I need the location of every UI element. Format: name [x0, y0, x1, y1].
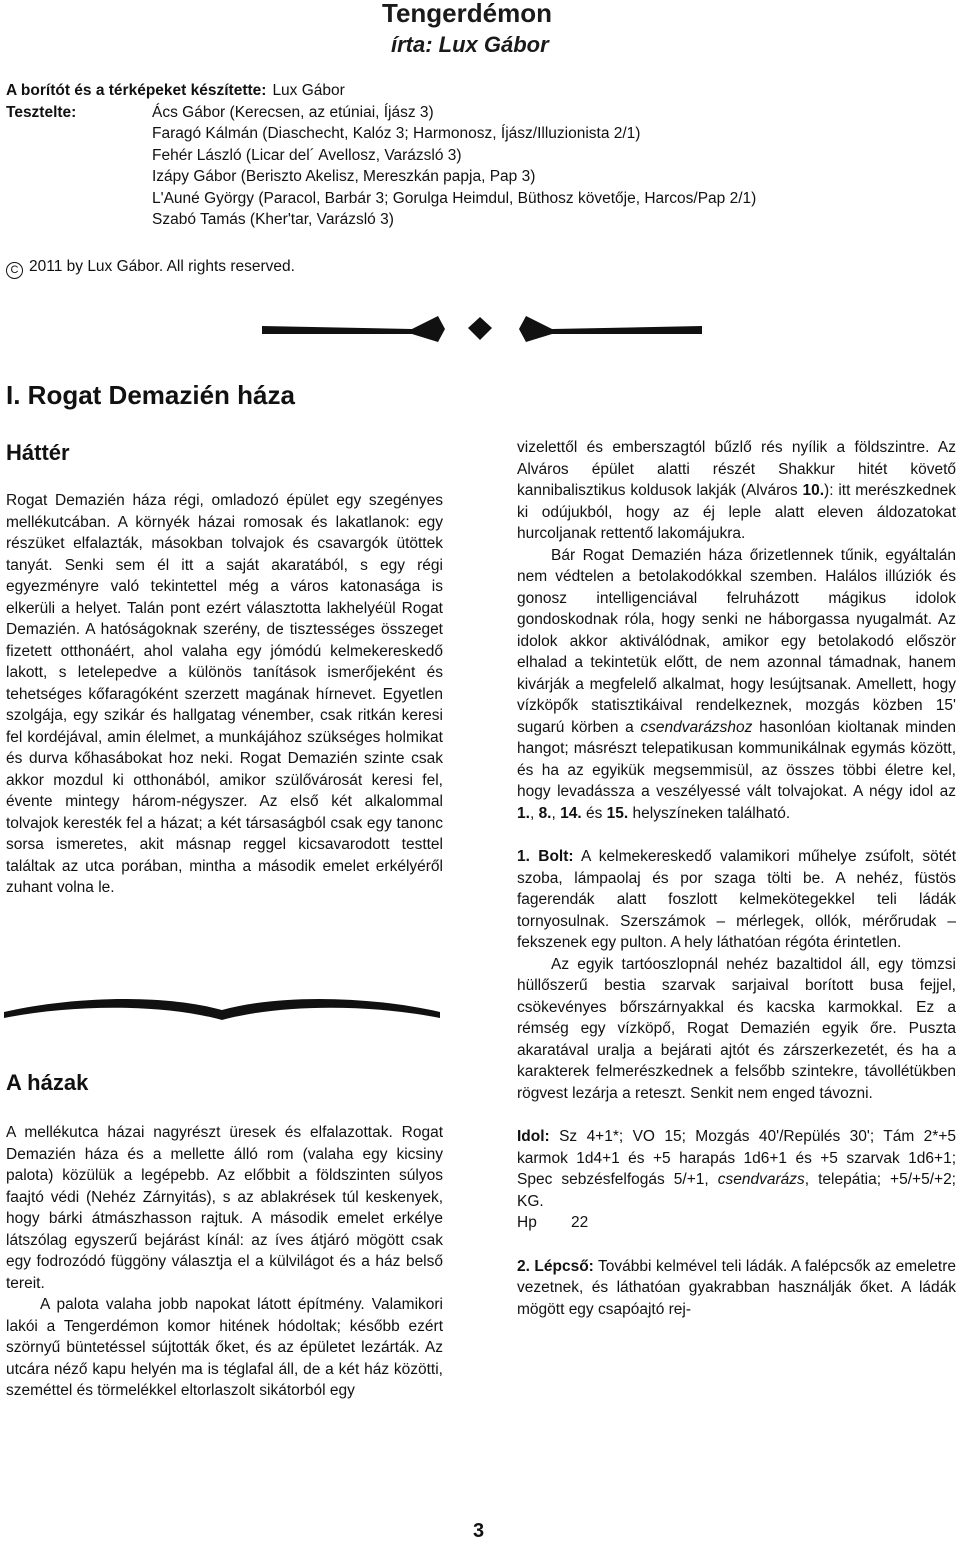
left-column-houses — [6, 1122, 443, 1402]
copyright-line — [6, 258, 295, 279]
cover-credit — [6, 80, 946, 102]
ornament-divider-left — [4, 988, 440, 1032]
houses-paragraph: A mellékutca házai nagyrészt üresek és elfalazottak. Rogat Demazién háza és a mellette álló rom (valaha egy kicsiny palota) közülük a legépebb. Az előbbit a földszinten súlyos faajtó védi (Nehéz Zárnyitás), s az ablakrések túl keskenyek, hogy bárki átmászhasson rajtuk. A második emelet erkélye látszólag egyszerű bejárást kínál: az íves átjáró mögött csak egy fodrozódó függöny választja el a külvilágot és a ház belső tereit. — [6, 1124, 443, 1292]
hp-label: Hp — [517, 1214, 537, 1231]
palace-paragraph: A palota valaha jobb napokat látott építmény. Valamikori lakói a Tengerdémon komor hitének hódoltak; később ezért szörnyű büntetéssel sújtották őket, és az épületet lezárták. Az utcára néző kapu helyén ma is téglafal áll, de a két ház közötti, szeméttel és törmelékkel eltorlaszolt sikátorból egy — [6, 1296, 443, 1399]
tester-row — [6, 145, 946, 167]
room-2-paragraph: 2. Lépcső: További kelmével teli ládák. A falépcsők az emeletre vezetnek, és láthatóan gyakrabban használják őket. A ládák mögött egy csapóajtó rej- — [517, 1257, 956, 1318]
location-ref: 10. — [802, 482, 825, 499]
page-number: 3 — [473, 1520, 485, 1542]
right-column — [517, 437, 956, 1320]
page-title: Tengerdémon — [382, 0, 552, 28]
ornament-divider-top — [262, 312, 702, 346]
alvaros-paragraph: vizelettől és emberszagtól bűzlő rés nyílik a földszintre. Az Alváros épület alatti részét Shakkur hitét követő kannibalisztikus koldusok lakják (Alváros 10.): itt merészkednek ki odújukból, hogy az éj leple alatt eleven áldozatokat hurcoljanak rettentő lakomájukra. — [517, 439, 957, 542]
cover-credit-label: A borítót és a térképeket készítette: — [6, 82, 267, 99]
tester-row — [6, 102, 946, 124]
room-1-idol-paragraph: Az egyik tartóoszlopnál nehéz bazaltidol áll, egy tömzsi hüllőszerű bestia szarvak sarjaival borított busa fejjel, csökevényes bőrszárnyakkal és kacska karmokkal. Ez a rémség egy vízköpő, Rogat Demazién egyik őre. Puszta akaratával uralja a bejárati ajtót és zárszerkezetét, és ha a karakterek felmerészkednek a felsőbb szintekre, távollétükben rögvest lezárja a reteszt. Senkit nem enged távozni. — [517, 955, 956, 1102]
tester-row — [6, 123, 946, 145]
credits-block — [6, 80, 946, 231]
tester-item: Izápy Gábor (Beriszto Akelisz, Mereszkán papja, Pap 3) — [152, 168, 536, 185]
background-paragraph: Rogat Demazién háza régi, omladozó épület egy szegényes mellékutcában. A környék házai romosak és lakatlanok: egy részüket elfalazták, másokban tolvajok és csavargók ütöttek tanyát. Senki sem él itt a saját akaratából, s egy régi egyezményre való tekintettel még a város katonasága is elkerüli a helyet. Talán pont ezért választotta lakhelyéül Rogat Demazién. A hatóságoknak szerény, de tisztességes összeget fizetett otthonáért, ahol valaha egy jómódú kelmekereskedő lakott, s letelepedve a különös tanítások ismerőjeként és tehetséges kőfaragóként szerzett magának hírnevet. Egyetlen szolgája, egy szikár és hallgatag vénember, csak ritkán keresi fel kordéjával, amin élelmet, a munkájához szükséges holmikat és durva kőhasábokat hoz neki. Rogat Demazién szinte csak akkor mozdul ki otthonából, amikor szülővárosát keresi fel, évente mintegy három-négyszer. Az első két alkalommal tolvajok keresték fel a házat; a két társaságból csak egy tanonc sorsa ismeretes, akit másnap reggel kicsavarodott testtel találtak az utca porában, mintha a második emelet erkélyéről zuhant volna le. — [6, 492, 443, 896]
copyright-text: 2011 by Lux Gábor. All rights reserved. — [29, 258, 295, 275]
left-column — [6, 490, 443, 899]
room-1-label: 1. Bolt: — [517, 848, 574, 865]
hp-line — [517, 1212, 956, 1234]
author-line: írta: Lux Gábor — [391, 32, 549, 57]
tester-item: Faragó Kálmán (Diaschecht, Kalóz 3; Harmonosz, Íjász/Illuzionista 2/1) — [152, 125, 641, 142]
copyright-icon: C — [6, 262, 23, 279]
tester-row — [6, 166, 946, 188]
room-1-paragraph: 1. Bolt: A kelmekereskedő valamikori műhelye zsúfolt, sötét szoba, lámpaolaj és por szaga tölti be. A nehéz, füstös fagerendák alatt foszlott kelmekötegekkel teli ládák tornyosulnak. Szerszámok – mérlegek, ollók, mérőrudak – fekszenek egy pulton. A hely láthatóan régóta érintetlen. — [517, 848, 956, 951]
tester-item: Ács Gábor (Kerecsen, az etúniai, Íjász 3) — [152, 103, 434, 121]
tester-item: Fehér László (Licar del´ Avellosz, Varázsló 3) — [152, 146, 462, 164]
background-heading: Háttér — [6, 440, 70, 465]
chapter-title: I. Rogat Demazién háza — [6, 380, 295, 410]
idol-statblock: Idol: Sz 4+1*; VO 15; Mozgás 40'/Repülés 30'; Tám 2*+5 karmok 1d4+1 és +5 harapás 1d6+1 és +5 szarvak 1d6+1; Spec sebzésfelfogás 5/+1, csendvarázs, telepátia; +5/+5/+2; KG. — [517, 1128, 956, 1210]
tester-item: L'Auné György (Paracol, Barbár 3; Gorulga Heimdul, Büthosz követője, Harcos/Pap 2/1) — [152, 189, 757, 207]
testers-label: Tesztelte: — [6, 103, 77, 121]
spell-name: csendvarázshoz — [640, 718, 753, 736]
idols-paragraph: Bár Rogat Demazién háza őrizetlennek tűnik, egyáltalán nem védtelen a betolakodókkal szemben. Halálos illúziók és gonosz intelligenciával felruházott mágikus idolok gondoskodnak róla, hogy senki ne háborgassa nyugalmát. Az idolok akkor aktiválódnak, amikor egy betolakodó először elhalad a tekintetük előtt, de nem azonnal támadnak, hanem kivárják a megfelelő alkalmat, hogy lesújtsanak. Amellett, hogy vízköpők statisztikáival rendelkeznek, mozgás közben 15' sugarú körben a csendvarázshoz hasonlóan kioltanak minden hangot; másrészt telepatikusan kommunikálnak egymás között, és ha az egyikük megsemmisül, az összes többi életre kel, hogy levadássza a veszélyessé vált tolvajokat. A négy idol az 1., 8., 14. és 15. helyszíneken található. — [517, 546, 956, 822]
tester-item: Szabó Tamás (Kher'tar, Varázsló 3) — [152, 211, 394, 228]
idol-label: Idol: — [517, 1128, 550, 1145]
tester-row — [6, 209, 946, 231]
houses-heading: A házak — [6, 1070, 89, 1095]
tester-row — [6, 188, 946, 210]
cover-credit-value: Lux Gábor — [272, 82, 345, 99]
hp-value: 22 — [571, 1214, 589, 1231]
room-2-label: 2. Lépcső: — [517, 1257, 594, 1275]
